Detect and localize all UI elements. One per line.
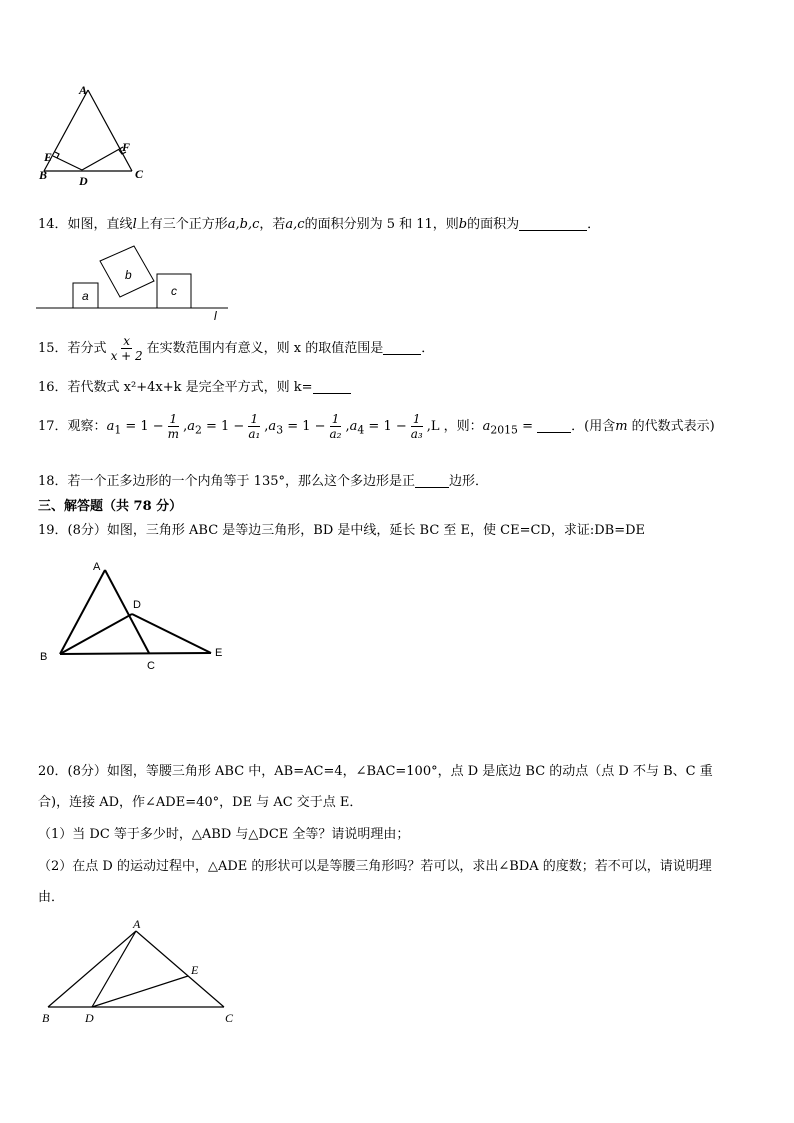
label-c: C — [225, 1011, 234, 1025]
answer-blank[interactable] — [415, 474, 449, 488]
question-20-part-2-end: 由． — [38, 890, 65, 905]
label-b: B — [40, 651, 48, 663]
answer-blank[interactable] — [313, 380, 351, 394]
question-20-part-1: （1）当 DC 等于多少时，△ABD 与△DCE 全等？请说明理由； — [38, 827, 410, 842]
label-d: D — [85, 1011, 94, 1025]
label-e: E — [191, 963, 199, 977]
label-b: B — [39, 168, 48, 182]
segment-ab — [48, 931, 136, 1007]
fraction: $\frac{1}{m}$ — [167, 412, 180, 441]
segment-de — [132, 614, 211, 653]
figure-q14 — [36, 242, 236, 322]
question-20-line-2: 合)，连接 AD，作∠ADE=40°，DE 与 AC 交于点 E． — [38, 795, 363, 810]
label-a: A — [93, 561, 101, 573]
label-f: F — [122, 140, 131, 154]
label-e: E — [215, 647, 223, 659]
question-20-part-2: （2）在点 D 的运动过程中，△ADE 的形状可以是等腰三角形吗？若可以，求出∠BDA 的度数；若不可以，请说明理 — [38, 859, 712, 874]
question-16: 16．若代数式 x²+4x+k 是完全平方式，则 k= — [38, 376, 351, 395]
segment-de — [92, 976, 188, 1007]
figure-q13 — [30, 78, 160, 188]
label-b: b — [125, 268, 132, 282]
question-17: 17．观察：$a_1 = 1$ − $\frac{1}{m}$ $,a_2 = 1$ − $\frac{1}{\text{a₁}}$ $,a_3 = 1$ − $\frac{1}{\text{a₂}}$ $,a_4 = 1$ − $\frac{1}{\text{a₃}}$ ,L ，则：$a_{2015}$ = ．(用含m 的代数式表示) — [38, 412, 715, 441]
segment-df — [82, 147, 123, 170]
question-18: 18．若一个正多边形的一个内角等于 135°，那么这个多边形是正 边形． — [38, 474, 489, 489]
figure-q19 — [36, 556, 236, 671]
label-d: D — [79, 174, 88, 188]
question-15: 15．若分式 $\frac{x}{x + 2}$ 在实数范围内有意义，则 x 的取值范围是 ． — [38, 334, 435, 363]
label-a: A — [79, 83, 88, 97]
label-c: c — [171, 284, 177, 298]
label-d: D — [133, 599, 141, 611]
question-14: 14．如图，直线l上有三个正方形a,b,c，若a,c的面积分别为 5 和 11，则b的面积为 ． — [38, 217, 601, 232]
segment-ac — [136, 931, 224, 1007]
fraction: $\frac{1}{\text{a₁}}$ — [248, 412, 261, 441]
fraction: $\frac{1}{\text{a₃}}$ — [410, 412, 423, 441]
label-e: E — [44, 150, 53, 164]
segment-ac — [88, 90, 132, 171]
fraction: $\frac{x}{x + 2}$ — [110, 334, 143, 363]
question-20-line-1: 20．(8分）如图，等腰三角形 ABC 中，AB=AC=4，∠BAC=100°，点 D 是底边 BC 的动点（点 D 不与 B、C 重 — [38, 764, 713, 779]
label-l: l — [214, 309, 217, 322]
answer-blank[interactable] — [383, 341, 421, 355]
section-heading: 三、解答题（共 78 分） — [38, 499, 183, 514]
fraction: $\frac{1}{\text{a₂}}$ — [329, 412, 342, 441]
figure-q20 — [36, 915, 246, 1027]
answer-blank[interactable] — [537, 419, 571, 433]
segment-ad — [92, 931, 136, 1007]
segment-be — [60, 653, 211, 654]
label-a: a — [82, 289, 89, 303]
question-19: 19．(8分）如图，三角形 ABC 是等边三角形，BD 是中线，延长 BC 至 E，使 CE=CD，求证:DB=DE — [38, 523, 646, 538]
label-c: C — [135, 167, 144, 181]
label-c: C — [147, 660, 155, 671]
label-a: A — [133, 917, 141, 931]
answer-blank[interactable] — [519, 217, 587, 231]
label-b: B — [42, 1011, 50, 1025]
segment-ac — [105, 570, 149, 653]
